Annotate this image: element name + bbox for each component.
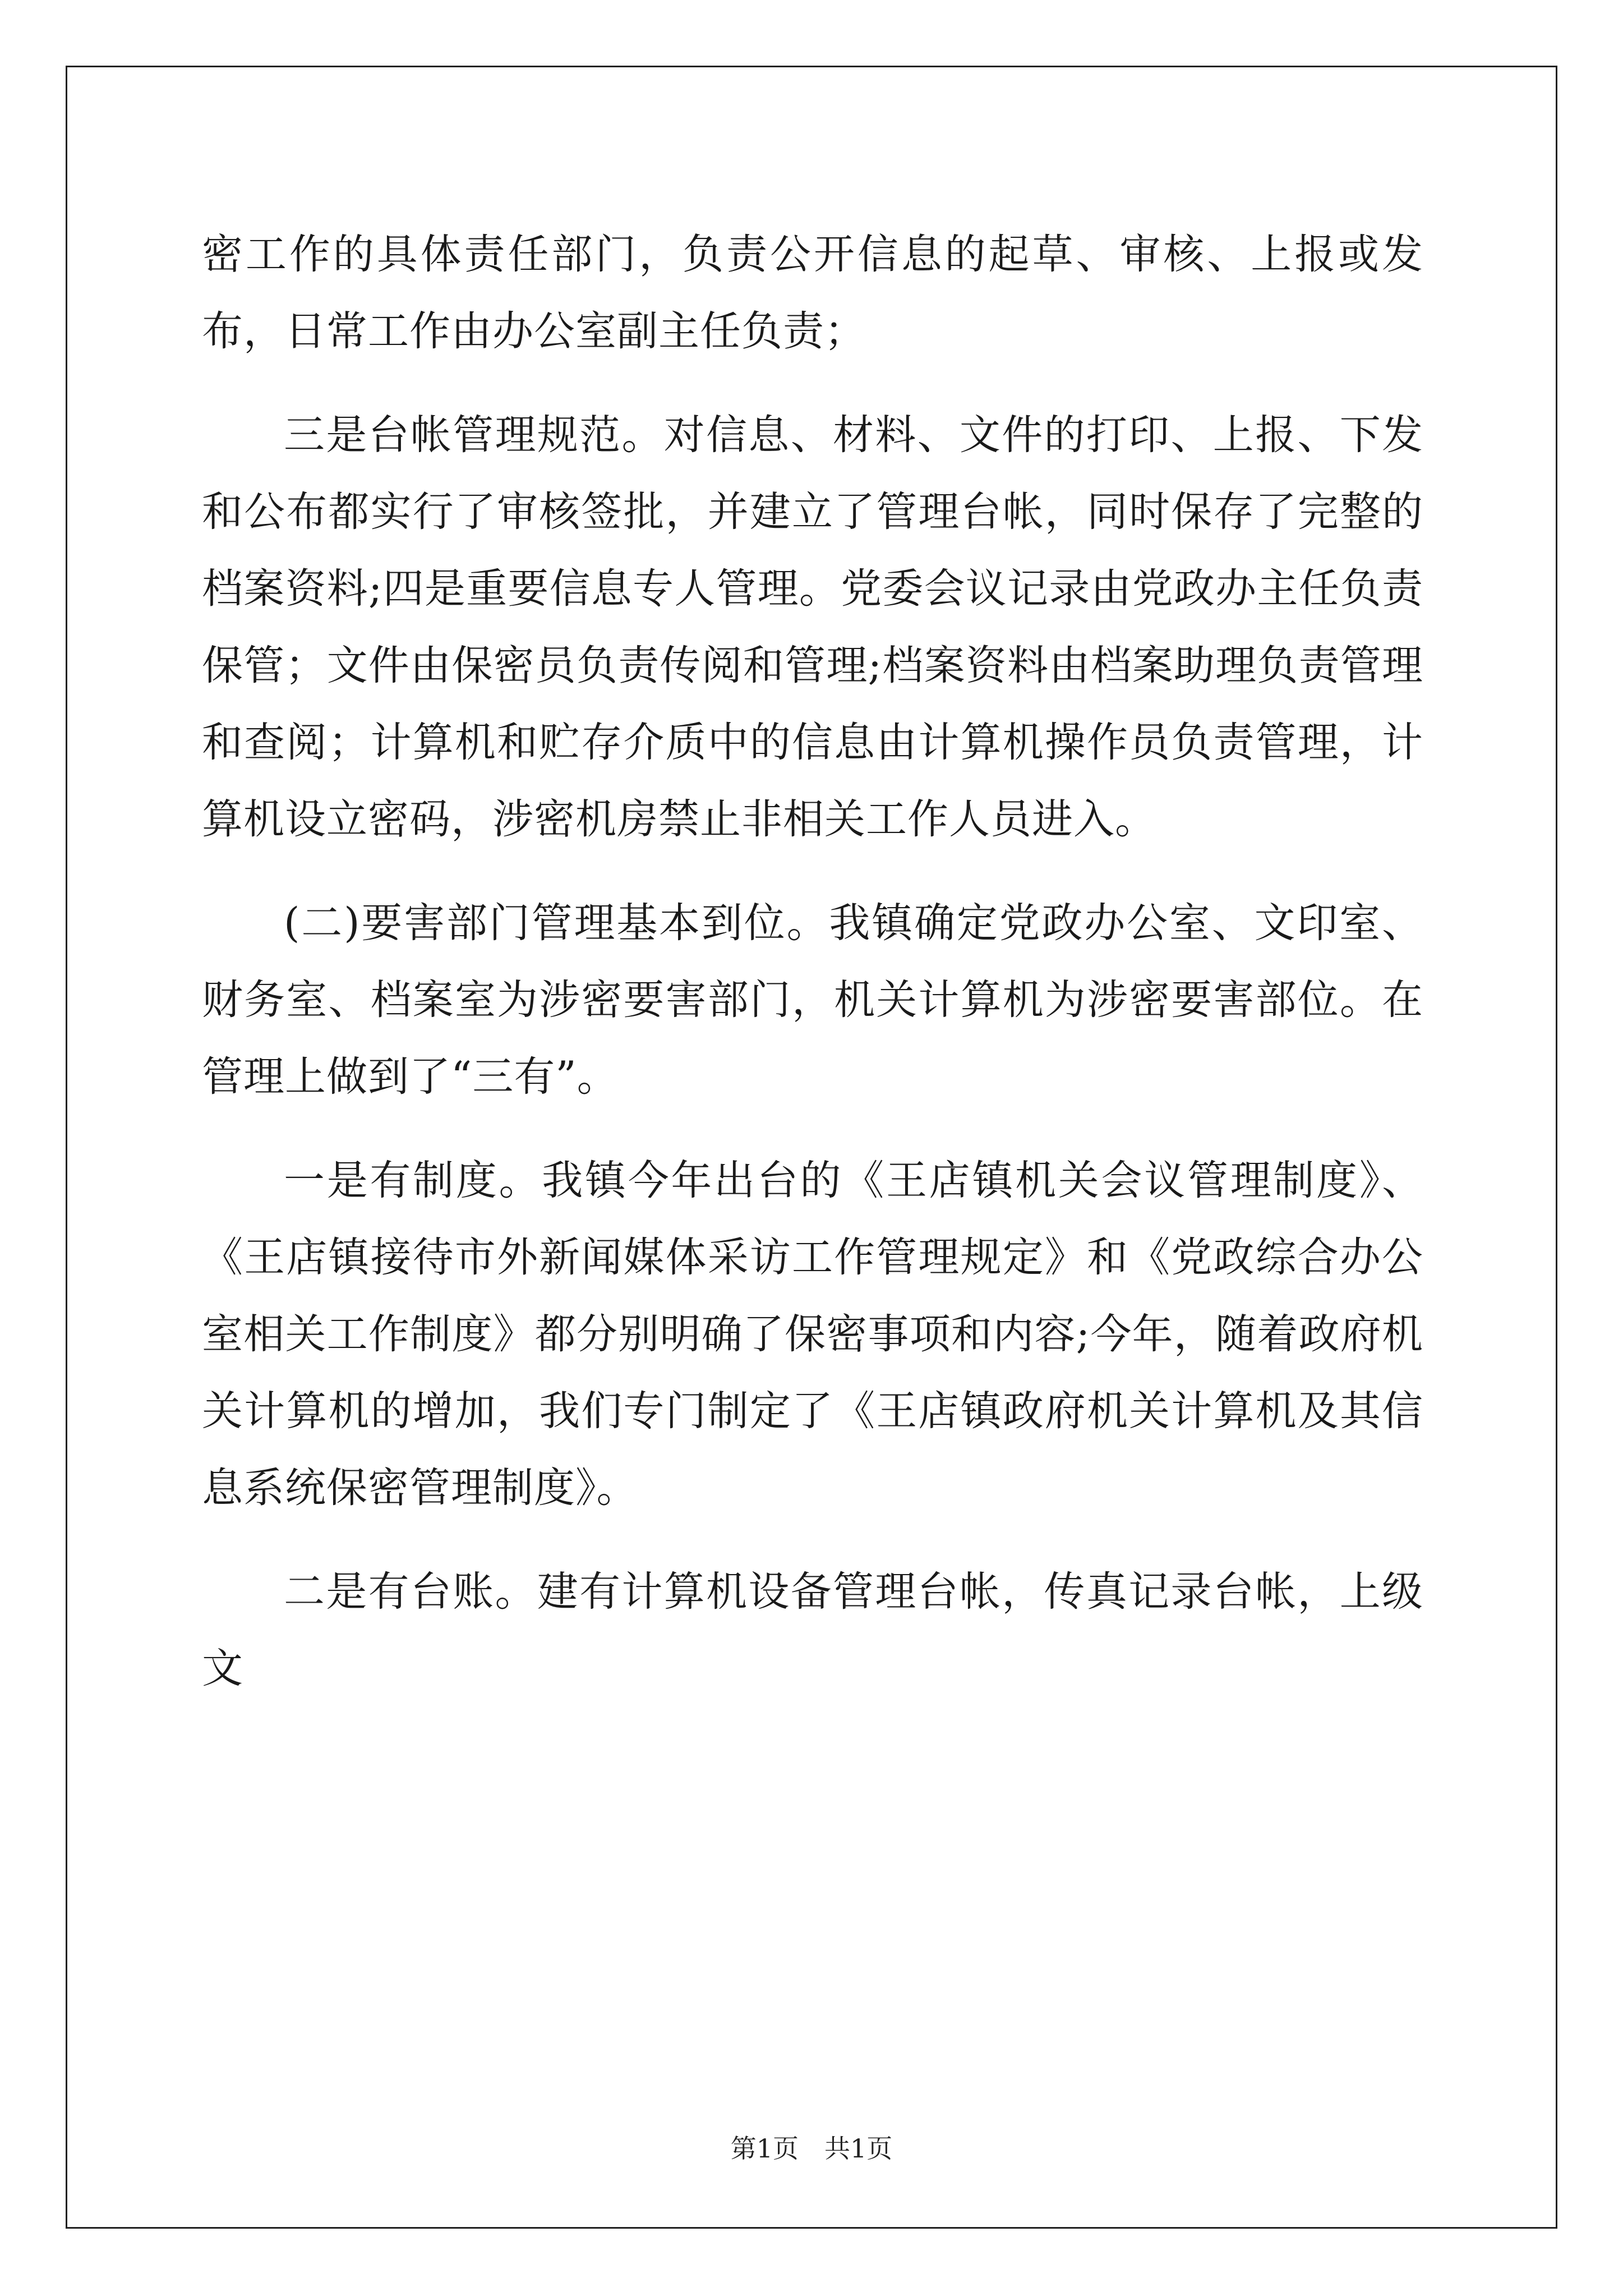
document-body	[202, 216, 1423, 1734]
paragraph-3: (二)要害部门管理基本到位。我镇确定党政办公室、文印室、财务室、档案室为涉密要害部门，机关计算机为涉密要害部位。在管理上做到了“三有”。	[202, 899, 1423, 1101]
paragraph-2: 三是台帐管理规范。对信息、材料、文件的打印、上报、下发和公布都实行了审核签批，并建立了管理台帐，同时保存了完整的档案资料;四是重要信息专人管理。党委会议记录由党政办主任负责保管；文件由保密员负责传阅和管理;档案资料由档案助理负责管理和查阅；计算机和贮存介质中的信息由计算机操作员负责管理，计算机设立密码，涉密机房禁止非相关工作人员进入。	[202, 411, 1423, 843]
paragraph-4: 一是有制度。我镇今年出台的《王店镇机关会议管理制度》、《王店镇接待市外新闻媒体采访工作管理规定》和《党政综合办公室相关工作制度》都分别明确了保密事项和内容;今年，随着政府机关计算机的增加，我们专门制定了《王店镇政府机关计算机及其信息系统保密管理制度》。	[202, 1157, 1423, 1512]
page-number-label: 第1页 共1页	[730, 2133, 893, 2164]
paragraph-1: 密工作的具体责任部门，负责公开信息的起草、审核、上报或发布，日常工作由办公室副主任负责；	[202, 231, 1423, 355]
page-footer	[0, 2132, 1623, 2165]
paragraph-5: 二是有台账。建有计算机设备管理台帐，传真记录台帐，上级文	[202, 1568, 1423, 1692]
